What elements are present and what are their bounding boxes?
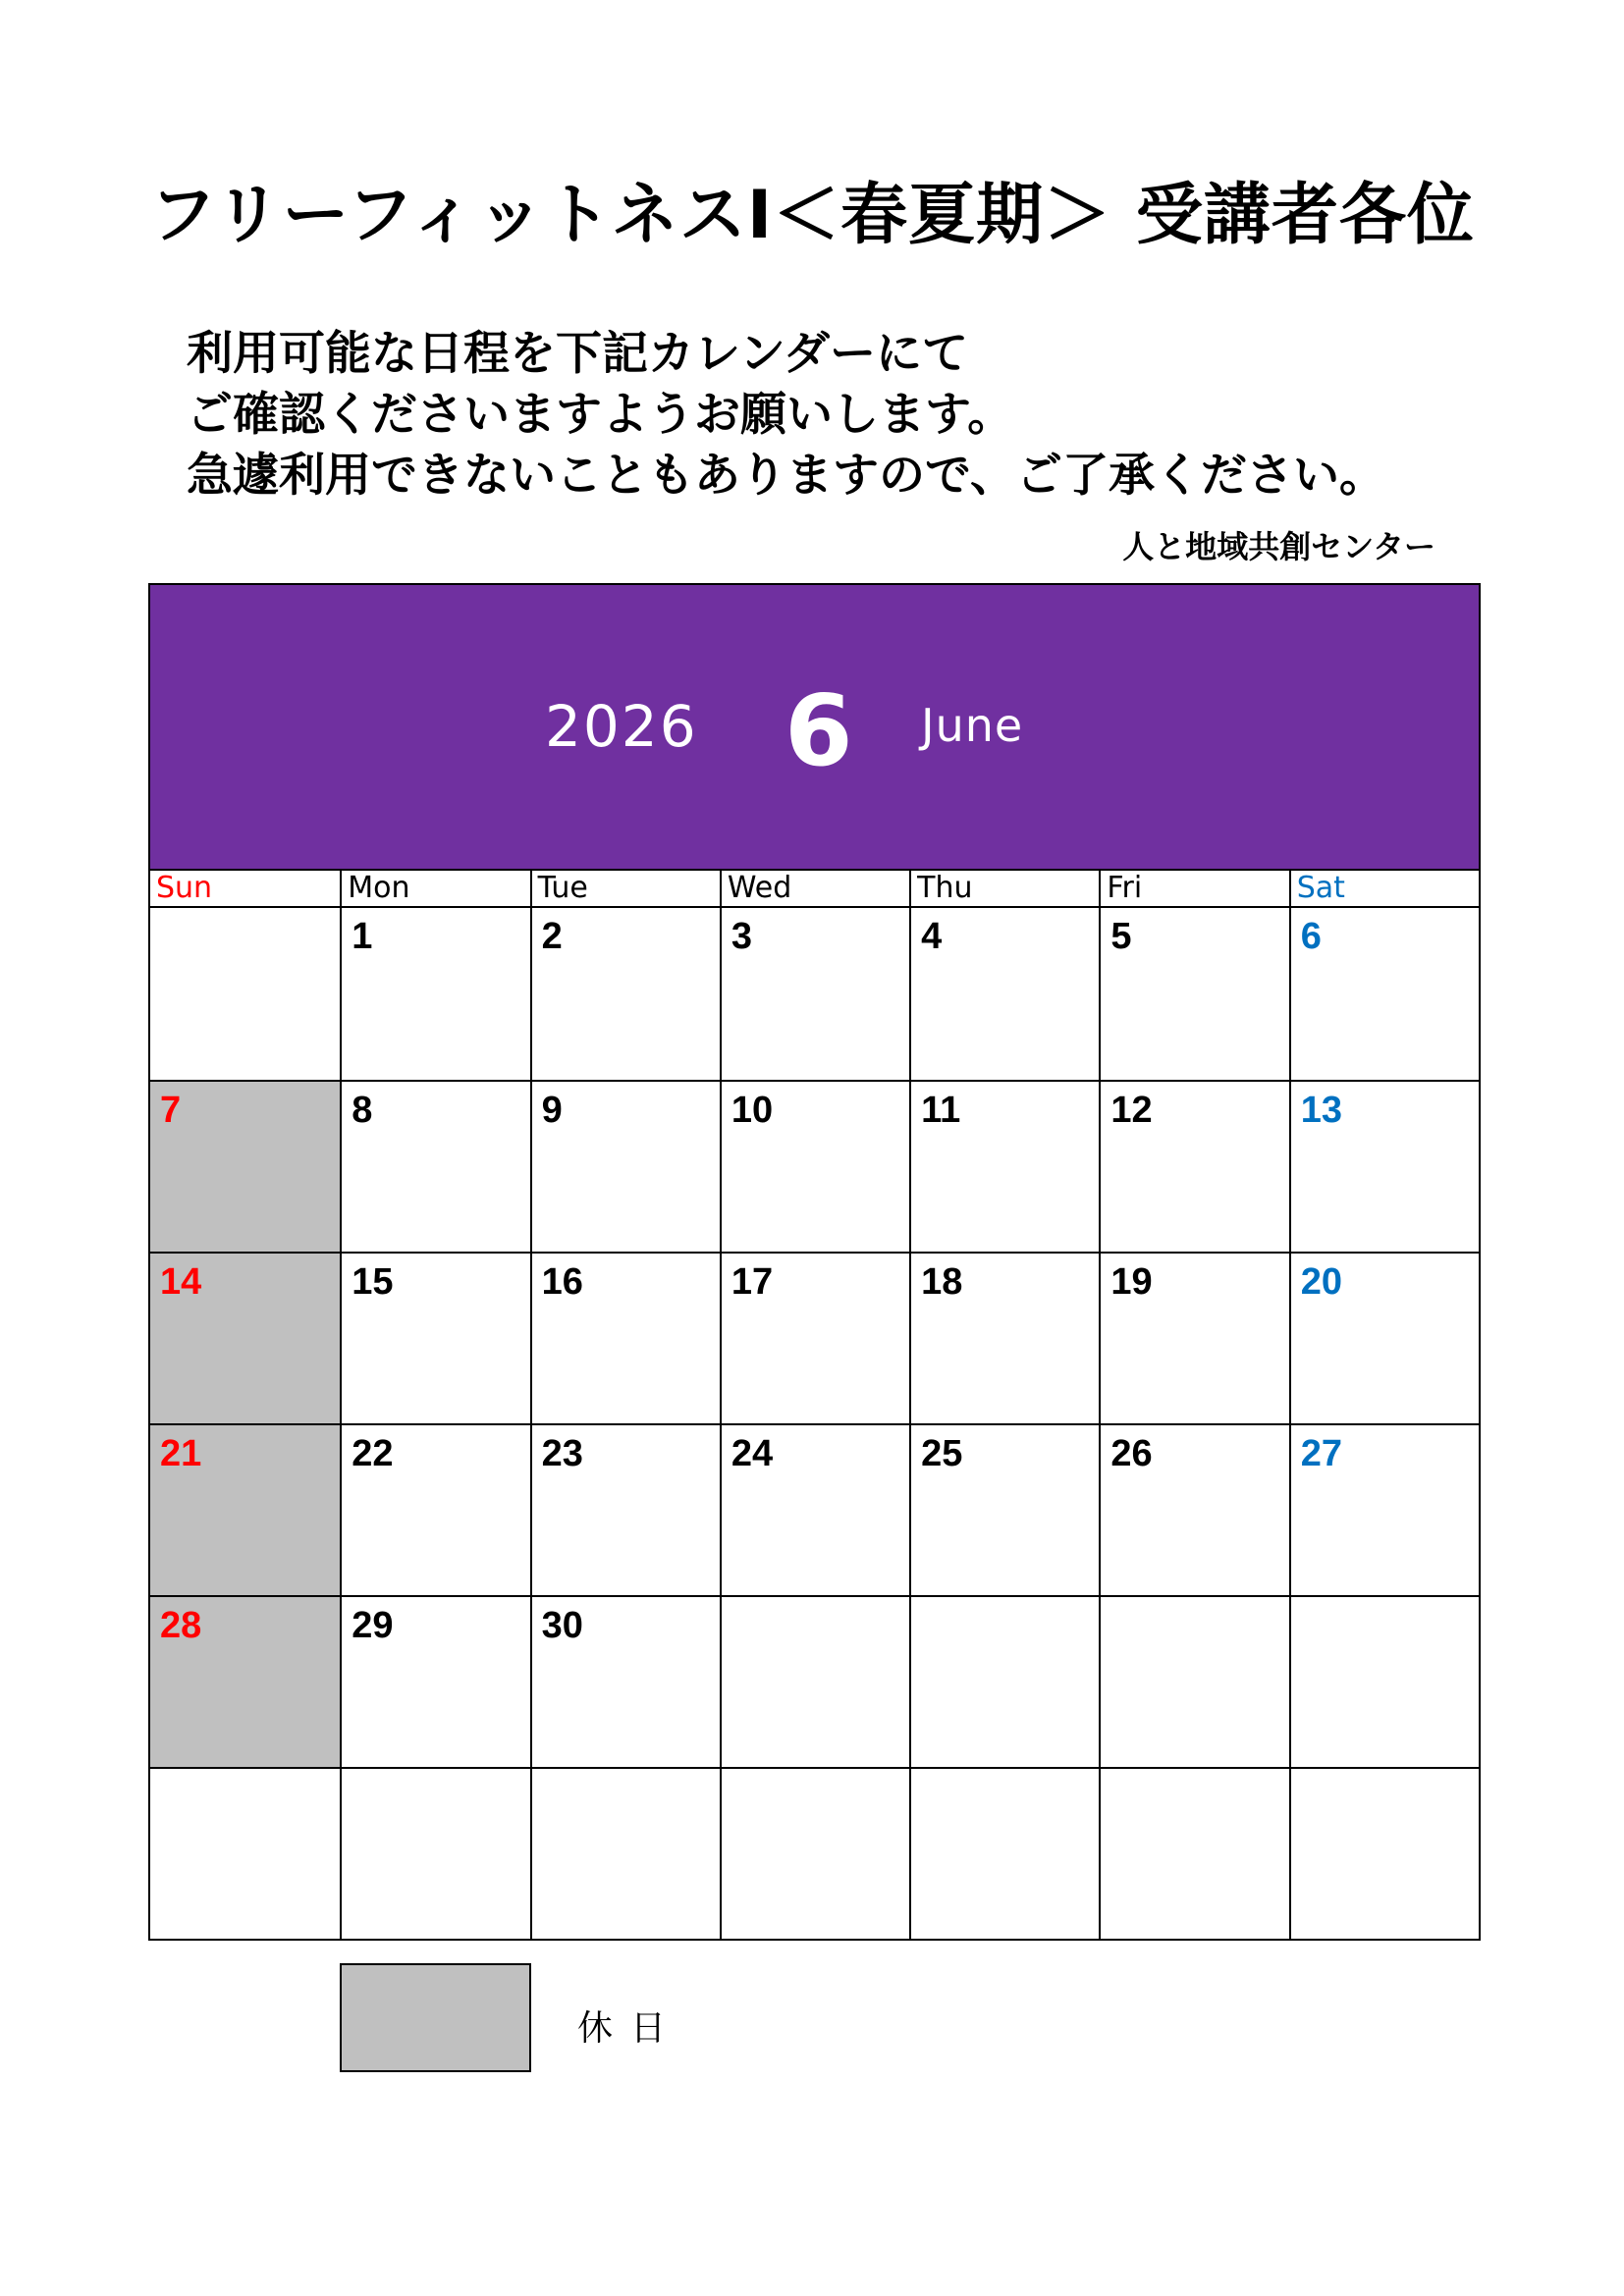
day-cell (720, 1767, 909, 1939)
day-number: 21 (160, 1433, 202, 1474)
day-cell (1099, 1252, 1288, 1423)
notice-line: ご確認くださいますようお願いします。 (187, 388, 1014, 442)
day-number: 18 (921, 1261, 963, 1303)
day-cell (720, 1252, 909, 1423)
day-cell (1289, 1080, 1479, 1252)
day-cell (530, 908, 720, 1080)
day-cell (530, 1423, 720, 1595)
day-number: 2 (541, 916, 563, 957)
day-cell (530, 1595, 720, 1767)
day-cell (1099, 1595, 1288, 1767)
day-cell (909, 1767, 1099, 1939)
day-cell (340, 1252, 529, 1423)
day-number: 29 (352, 1605, 394, 1646)
weekday-label: Wed (720, 871, 909, 906)
day-cell (1099, 908, 1288, 1080)
day-number: 10 (731, 1090, 774, 1131)
day-cell (340, 1423, 529, 1595)
day-number: 8 (352, 1090, 373, 1131)
day-cell (150, 1767, 340, 1939)
calendar (148, 583, 1481, 1941)
day-number: 11 (921, 1090, 961, 1131)
day-cell (1289, 1595, 1479, 1767)
day-cell (150, 1595, 340, 1767)
legend-holiday-label: 休日 (577, 2008, 684, 2049)
weekday-label: Mon (340, 871, 529, 906)
page-title: フリーフィットネスⅠ＜春夏期＞ 受講者各位 (149, 177, 1475, 254)
day-cell (340, 1080, 529, 1252)
day-number: 12 (1110, 1090, 1153, 1131)
day-number: 28 (160, 1605, 202, 1646)
weekday-label: Tue (530, 871, 720, 906)
calendar-grid (150, 908, 1479, 1939)
day-cell (530, 1080, 720, 1252)
day-cell (340, 1595, 529, 1767)
day-number: 16 (541, 1261, 583, 1303)
day-number: 15 (352, 1261, 394, 1303)
day-number: 19 (1110, 1261, 1153, 1303)
day-number: 7 (160, 1090, 182, 1131)
day-cell (530, 1767, 720, 1939)
notice-text (187, 324, 1385, 507)
day-cell (720, 1423, 909, 1595)
calendar-year: 2026 (545, 693, 698, 760)
day-number: 4 (921, 916, 943, 957)
day-cell (1289, 908, 1479, 1080)
weekday-header-row (150, 871, 1479, 908)
weekday-label: Fri (1099, 871, 1288, 906)
day-number: 6 (1300, 916, 1322, 957)
calendar-header (150, 585, 1479, 871)
signature: 人と地域共創センター (1122, 528, 1435, 565)
day-cell (340, 1767, 529, 1939)
day-number: 17 (731, 1261, 774, 1303)
day-number: 13 (1300, 1090, 1342, 1131)
day-number: 23 (541, 1433, 583, 1474)
notice-line: 急遽利用できないこともありますので、ご了承ください。 (187, 449, 1386, 503)
day-number: 30 (541, 1605, 583, 1646)
day-cell (1099, 1767, 1288, 1939)
day-number: 1 (352, 916, 373, 957)
day-cell (530, 1252, 720, 1423)
day-number: 26 (1110, 1433, 1153, 1474)
day-cell (150, 908, 340, 1080)
day-cell (1289, 1252, 1479, 1423)
day-number: 24 (731, 1433, 774, 1474)
day-cell (150, 1080, 340, 1252)
day-number: 25 (921, 1433, 963, 1474)
calendar-month-name: June (921, 699, 1024, 752)
day-cell (720, 908, 909, 1080)
weekday-label: Sat (1289, 871, 1479, 906)
day-number: 20 (1300, 1261, 1342, 1303)
day-cell (720, 1080, 909, 1252)
day-cell (720, 1595, 909, 1767)
day-cell (909, 1252, 1099, 1423)
day-number: 3 (731, 916, 752, 957)
weekday-label: Thu (909, 871, 1099, 906)
day-number: 9 (541, 1090, 563, 1131)
day-cell (1099, 1080, 1288, 1252)
day-cell (909, 1423, 1099, 1595)
day-number: 14 (160, 1261, 202, 1303)
day-number: 22 (352, 1433, 394, 1474)
day-number: 5 (1110, 916, 1132, 957)
notice-line: 利用可能な日程を下記カレンダーにて (187, 327, 968, 381)
day-cell (909, 1595, 1099, 1767)
day-cell (340, 908, 529, 1080)
day-cell (909, 1080, 1099, 1252)
day-cell (150, 1423, 340, 1595)
day-cell (909, 908, 1099, 1080)
day-number: 27 (1300, 1433, 1342, 1474)
day-cell (150, 1252, 340, 1423)
legend-holiday-swatch (340, 1963, 531, 2072)
calendar-month-number: 6 (785, 673, 853, 788)
weekday-label: Sun (156, 871, 213, 905)
day-cell (1289, 1767, 1479, 1939)
day-cell (1099, 1423, 1288, 1595)
day-cell (1289, 1423, 1479, 1595)
